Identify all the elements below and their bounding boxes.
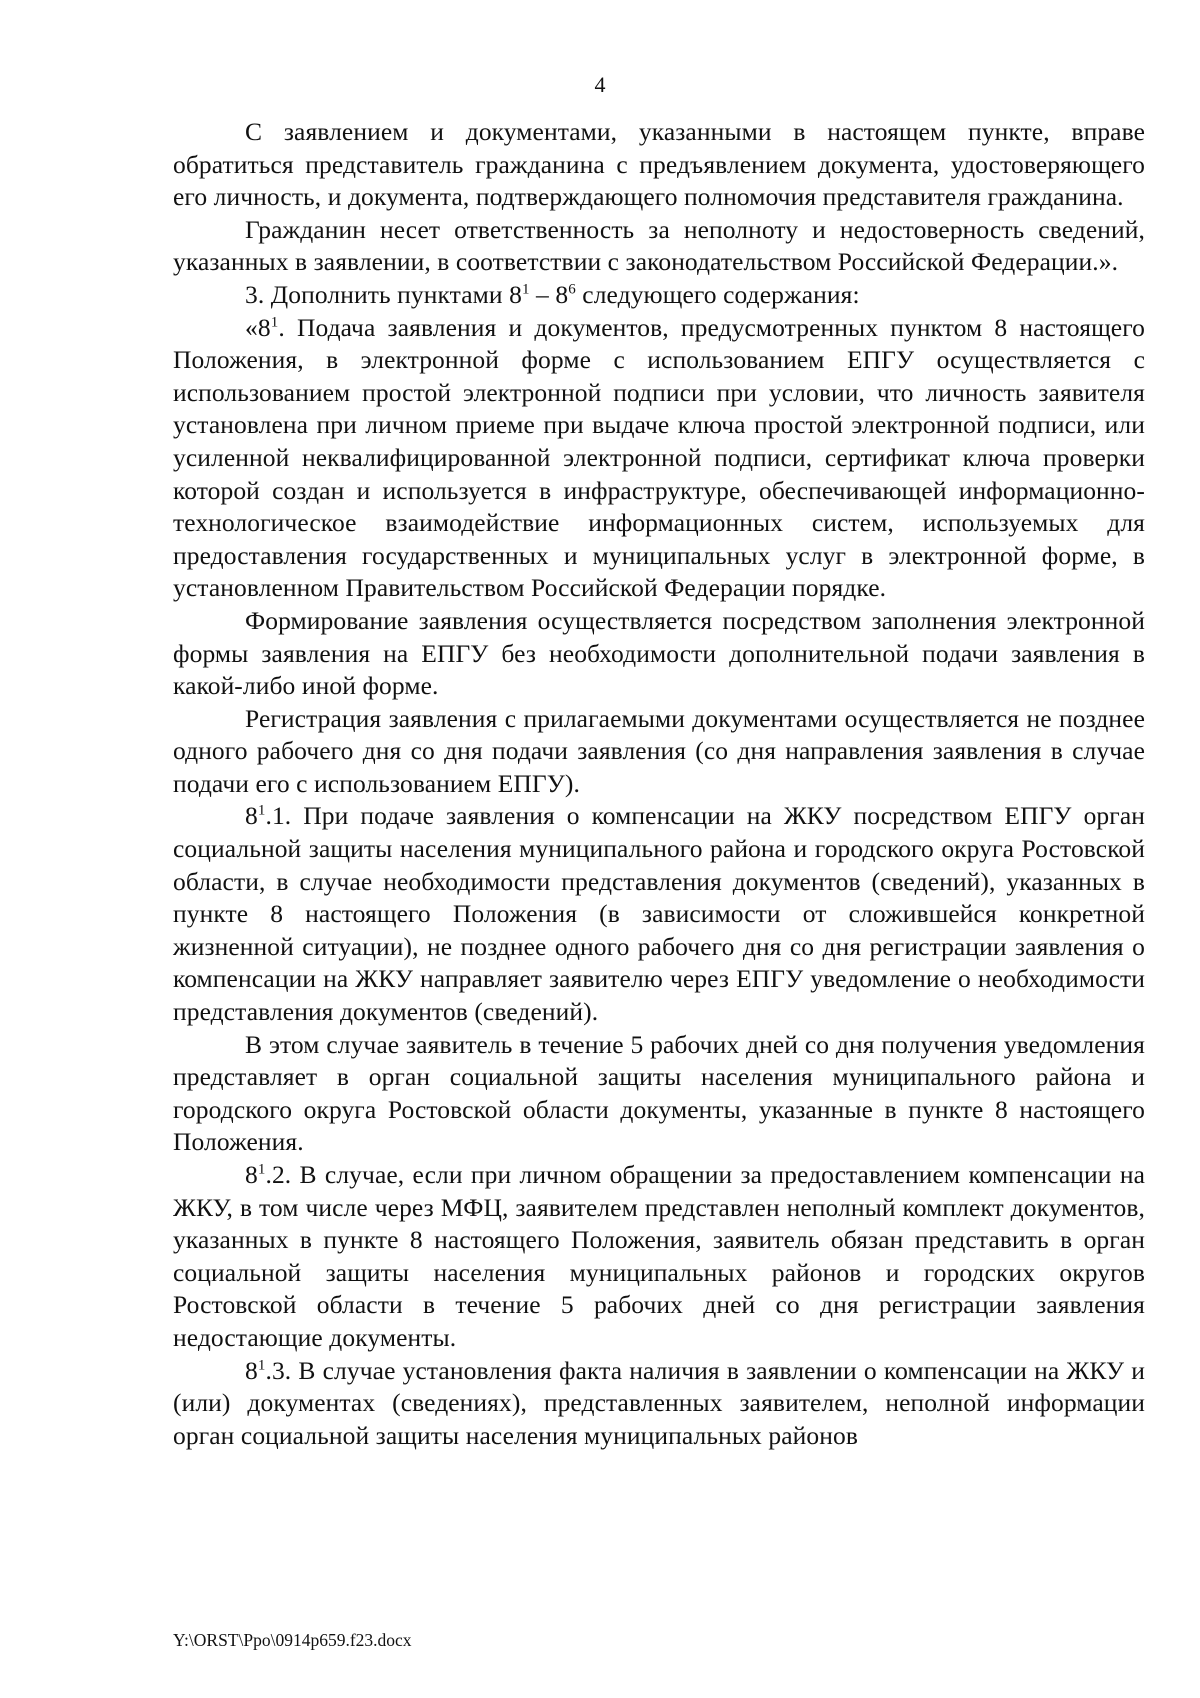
paragraph-8-1-3: $8^1.3$. В случае установления факта наличия в заявлении о компенсации на ЖКУ и (или) документах (сведениях), представленных заявителем, неполной информации орган социальной защиты населения муниципальных районов: [173, 1355, 1145, 1450]
footer-file-path: Y:\ORST\Ppo\0914p659.f23.docx: [173, 1630, 412, 1650]
document-body: [173, 116, 1145, 1452]
paragraph-application-forming: Формирование заявления осуществляется посредством заполнения электронной формы заявления на ЕПГУ без необходимости дополнительной подачи заявления в какой-либо иной форме.: [173, 605, 1145, 701]
paragraph-8-1: «$8^1$. Подача заявления и документов, предусмотренных пунктом 8 настоящего Положения, в электронной форме с использованием ЕПГУ осуществляется с использованием простой электронной подписи при условии, что личность заявителя установлена при личном приеме при выдаче ключа простой электронной подписи, или усиленной неквалифицированной электронной подписи, сертификат ключа проверки которой создан и используется в инфраструктуре, обеспечивающей информационно-технологическое взаимодействие информационных систем, используемых для предоставления государственных и муниципальных услуг в электронной форме, в установленном Правительством Российской Федерации порядке.: [173, 312, 1145, 603]
paragraph-registration: Регистрация заявления с прилагаемыми документами осуществляется не позднее одного рабочего дня со дня подачи заявления (со дня направления заявления в случае подачи его с использованием ЕПГУ).: [173, 703, 1145, 798]
page-number: 4: [594, 72, 606, 97]
paragraph-representative: С заявлением и документами, указанными в настоящем пункте, вправе обратиться представитель гражданина с предъявлением документа, удостоверяющего его личность, и документа, подтверждающего полномочия представителя гражданина.: [173, 117, 1145, 212]
paragraph-amendment-3: 3. Дополнить пунктами $8^1 - 8^6$ следующего содержания:: [245, 279, 860, 309]
paragraph-8-1-1: $8^1.1$. При подаче заявления о компенсации на ЖКУ посредством ЕПГУ орган социальной защиты населения муниципального района и городского округа Ростовской области, в случае необходимости представления документов (сведений), указанных в пункте 8 настоящего Положения (в зависимости от сложившейся конкретной жизненной ситуации), не позднее одного рабочего дня со дня регистрации заявления о компенсации на ЖКУ направляет заявителю через ЕПГУ уведомление о необходимости представления документов (сведений).: [173, 801, 1145, 1027]
paragraph-responsibility: Гражданин несет ответственность за неполноту и недостоверность сведений, указанных в заявлении, в соответствии с законодательством Российской Федерации.».: [173, 214, 1145, 277]
paragraph-8-1-2: $8^1.2$. В случае, если при личном обращении за предоставлением компенсации на ЖКУ, в том числе через МФЦ, заявителем представлен неполный комплект документов, указанных в пункте 8 настоящего Положения, заявитель обязан представить в орган социальной защиты населения муниципальных районов и городских округов Ростовской области в течение 5 рабочих дней со дня регистрации заявления недостающие документы.: [173, 1160, 1145, 1352]
paragraph-five-days: В этом случае заявитель в течение 5 рабочих дней со дня получения уведомления представляет в орган социальной защиты населения муниципального района и городского округа Ростовской области документы, указанные в пункте 8 настоящего Положения.: [173, 1029, 1145, 1157]
